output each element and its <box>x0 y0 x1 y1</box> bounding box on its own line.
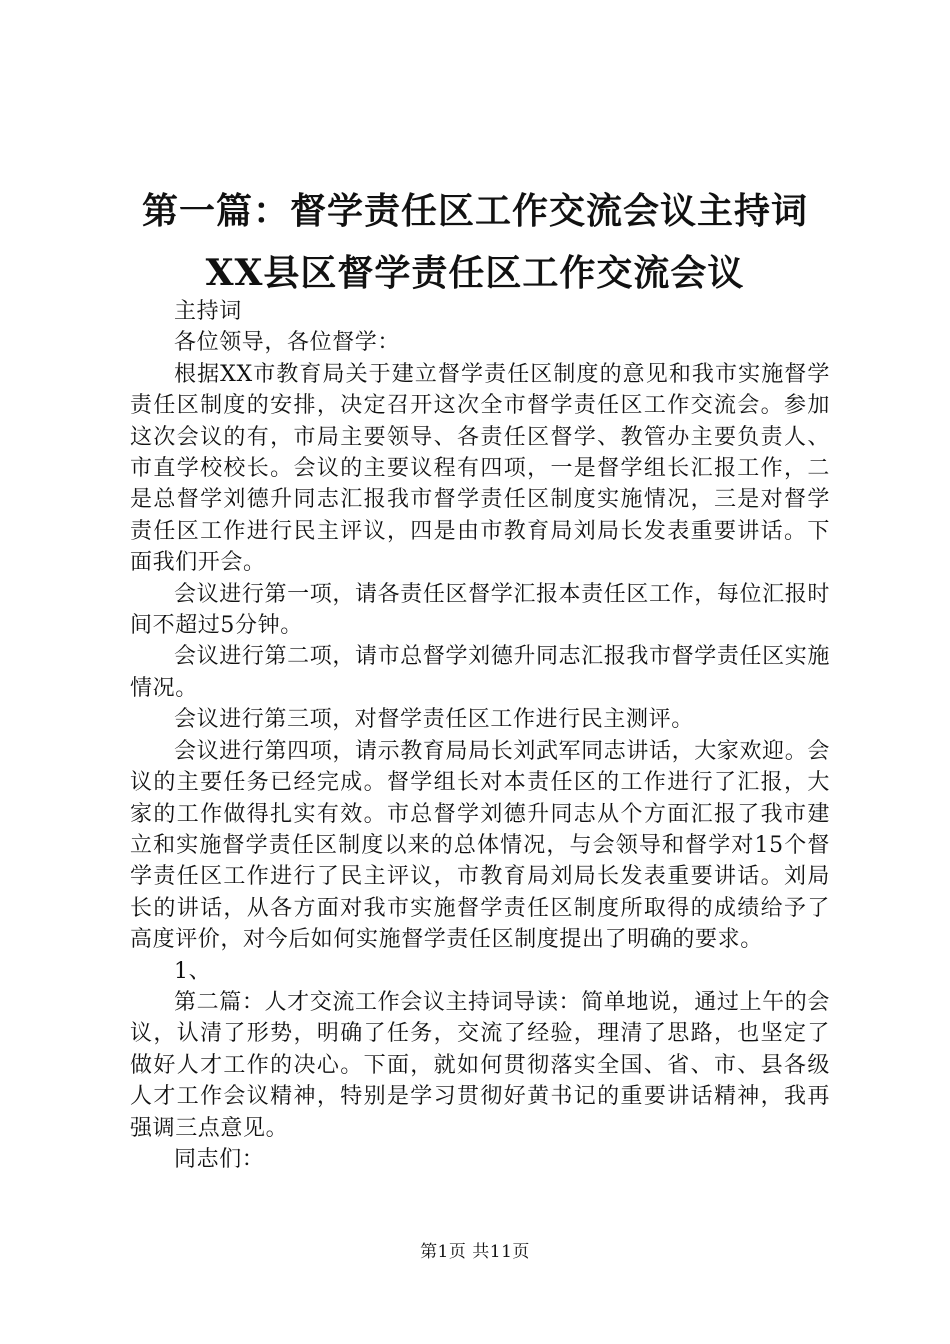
paragraph-item-3: 会议进行第三项，对督学责任区工作进行民主测评。 <box>174 707 694 733</box>
paragraph-intro: 根据XX市教育局关于建立督学责任区制度的意见和我市实施督学责任区制度的安排，决定召开这次全市督学责任区工作交流会。参加这次会议的有，市局主要领导、各责任区督学、教管办主要负责人、市直学校校长。会议的主要议程有四项，一是督学组长汇报工作，二是总督学刘德升同志汇报我市督学责任区制度实施情况，三是对督学责任区工作进行民主评议，四是由市教育局刘局长发表重要讲话。下面我们开会。 <box>130 361 830 576</box>
paragraph-item-1: 会议进行第一项，请各责任区督学汇报本责任区工作，每位汇报时间不超过5分钟。 <box>130 581 830 639</box>
document-body <box>130 296 830 1175</box>
paragraph-heading: 主持词 <box>174 299 242 324</box>
paragraph-comrades: 同志们： <box>174 1146 265 1172</box>
page-number-footer: 第1页 共11页 <box>420 1242 530 1262</box>
paragraph-second-article: 第二篇：人才交流工作会议主持词导读：简单地说，通过上午的会议，认清了形势，明确了任务，交流了经验，理清了思路，也坚定了做好人才工作的决心。下面，就如何贯彻落实全国、省、市、县各级人才工作会议精神，特别是学习贯彻好黄书记的重要讲话精神，我再强调三点意见。 <box>130 989 830 1141</box>
paragraph-salutation: 各位领导，各位督学： <box>174 330 401 356</box>
paragraph-item-2: 会议进行第二项，请市总督学刘德升同志汇报我市督学责任区实施情况。 <box>130 644 830 701</box>
document-title: 第一篇：督学责任区工作交流会议主持词XX县区督学责任区工作交流会议 <box>141 190 808 294</box>
paragraph-item-4: 会议进行第四项，请示教育局局长刘武军同志讲话，大家欢迎。会议的主要任务已经完成。督学组长对本责任区的工作进行了汇报，大家的工作做得扎实有效。市总督学刘德升同志从个方面汇报了我市建立和实施督学责任区制度以来的总体情况，与会领导和督学对15个督学责任区工作进行了民主评议，市教育局刘局长发表重要讲话。刘局长的讲话，从各方面对我市实施督学责任区制度所取得的成绩给予了高度评价，对今后如何实施督学责任区制度提出了明确的要求。 <box>130 738 830 953</box>
paragraph-list-marker: 1、 <box>174 958 212 984</box>
